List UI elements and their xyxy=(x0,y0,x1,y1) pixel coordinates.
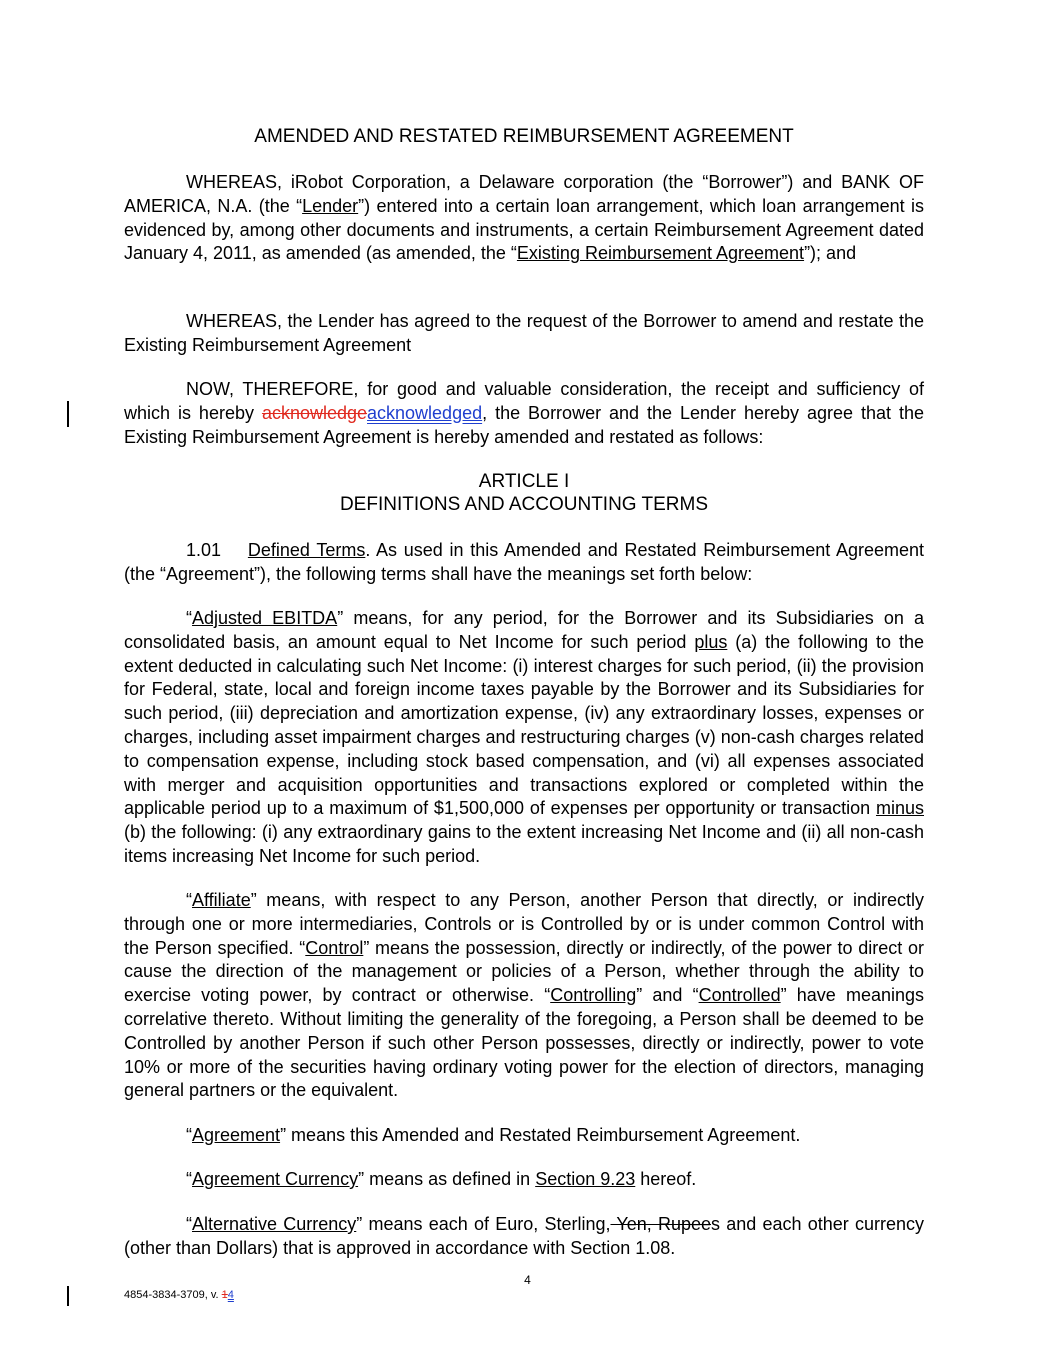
definition-agreement: “Agreement” means this Amended and Restated Reimbursement Agreement. xyxy=(186,1125,801,1145)
version-inserted: 4 xyxy=(227,1289,234,1301)
section-9-23-reference: Section 9.23 xyxy=(535,1169,636,1189)
tracked-deletion: acknowledge xyxy=(261,402,368,423)
change-bar-acknowledged xyxy=(67,401,69,427)
term-agreement-currency: Agreement Currency xyxy=(192,1169,359,1189)
term-controlling: Controlling xyxy=(550,985,637,1006)
version-deleted: 1 xyxy=(221,1289,228,1301)
whereas-paragraph-2: WHEREAS, the Lender has agreed to the request of the Borrower to amend and restate the Existing Reimbursement Agreement xyxy=(124,311,924,355)
term-lender: Lender xyxy=(302,195,359,216)
section-title: Defined Terms xyxy=(247,540,366,560)
document-id: 4854-3834-3709, v. 14 xyxy=(124,1289,234,1301)
definition-alternative-currency: “Alternative Currency” means each of Euro, Sterling, Yen, Rupees and each other currency (other than Dollars) that is approved in accordance with Section 1.08. xyxy=(124,1214,924,1258)
term-controlled: Controlled xyxy=(698,985,781,1006)
term-alternative-currency: Alternative Currency xyxy=(192,1214,357,1234)
document-title: AMENDED AND RESTATED REIMBURSEMENT AGREEMENT xyxy=(254,126,794,147)
tracked-deletion: Yen, Rupee xyxy=(610,1214,712,1234)
article-heading: DEFINITIONS AND ACCOUNTING TERMS xyxy=(339,494,709,515)
term-adjusted-ebitda: Adjusted EBITDA xyxy=(192,608,338,628)
definition-affiliate: “Affiliate” means, with respect to any Person, another Person that directly, or indirectly through one or more intermediaries, Controls or is Controlled by or is under common Control with the Person specified. “Control” means the possession, directly or indirectly, of the power to direct or cause the direction of the management or policies of a Person, whether through the ability to exercise voting power, by contract or otherwise. “Controlling” and “Controlled” have meanings correlative thereto. Without limiting the generality of the foregoing, a Person shall be deemed to be Controlled by another Person if such other Person possesses, directly or indirectly, power to vote 10% or more of the securities having ordinary voting power for the election of directors, managing general partners or the equivalent. xyxy=(124,890,924,1101)
change-bar-footer xyxy=(67,1286,69,1306)
whereas-paragraph-1: WHEREAS, iRobot Corporation, a Delaware corporation (the “Borrower”) and BANK OF AMERICA, N.A. (the “Lender”) entered into a certain loan arrangement, which loan arrangement is evidenced by, among other documents and instruments, a certain Reimbursement Agreement dated January 4, 2011, as amended (as amended, the “Existing Reimbursement Agreement”); and xyxy=(124,172,924,264)
definition-agreement-currency: “Agreement Currency” means as defined in Section 9.23 hereof. xyxy=(186,1169,697,1189)
section-1-01-paragraph: 1.01 Defined Terms. As used in this Amended and Restated Reimbursement Agreement (the “Agreement”), the following terms shall have the meanings set forth below: xyxy=(124,540,924,584)
article-number: ARTICLE I xyxy=(478,471,570,492)
now-therefore-paragraph: NOW, THEREFORE, for good and valuable consideration, the receipt and sufficiency of which is hereby acknowledgeacknowledged, the Borrower and the Lender hereby agree that the Existing Reimbursement Agreement is hereby amended and restated as follows: xyxy=(124,379,924,447)
section-number: 1.01 xyxy=(186,540,222,560)
term-agreement: Agreement xyxy=(192,1125,281,1145)
page-number: 4 xyxy=(524,1273,531,1287)
term-existing-reimbursement-agreement: Existing Reimbursement Agreement xyxy=(516,243,805,264)
term-control: Control xyxy=(305,937,364,958)
definition-adjusted-ebitda: “Adjusted EBITDA” means, for any period, for the Borrower and its Subsidiaries on a consolidated basis, an amount equal to Net Income for such period plus (a) the following to the extent deducted in calculating such Net Income: (i) interest charges for such period, (ii) the provision for Federal, state, local and foreign income taxes payable by the Borrower and its Subsidiaries for such period, (iii) depreciation and amortization expense, (iv) any extraordinary losses, expenses or charges, including asset impairment charges and restructuring charges (v) non-cash charges related to compensation expense, including stock based compensation, and (vi) all expenses associated with merger and acquisition opportunities and transactions explored or completed within the applicable period up to a maximum of $1,500,000 of expenses per opportunity or transaction minus (b) the following: (i) any extraordinary gains to the extent increasing Net Income and (ii) all non-cash items increasing Net Income for such period. xyxy=(124,608,925,866)
tracked-insertion: acknowledged xyxy=(367,402,483,423)
term-affiliate: Affiliate xyxy=(192,890,251,910)
